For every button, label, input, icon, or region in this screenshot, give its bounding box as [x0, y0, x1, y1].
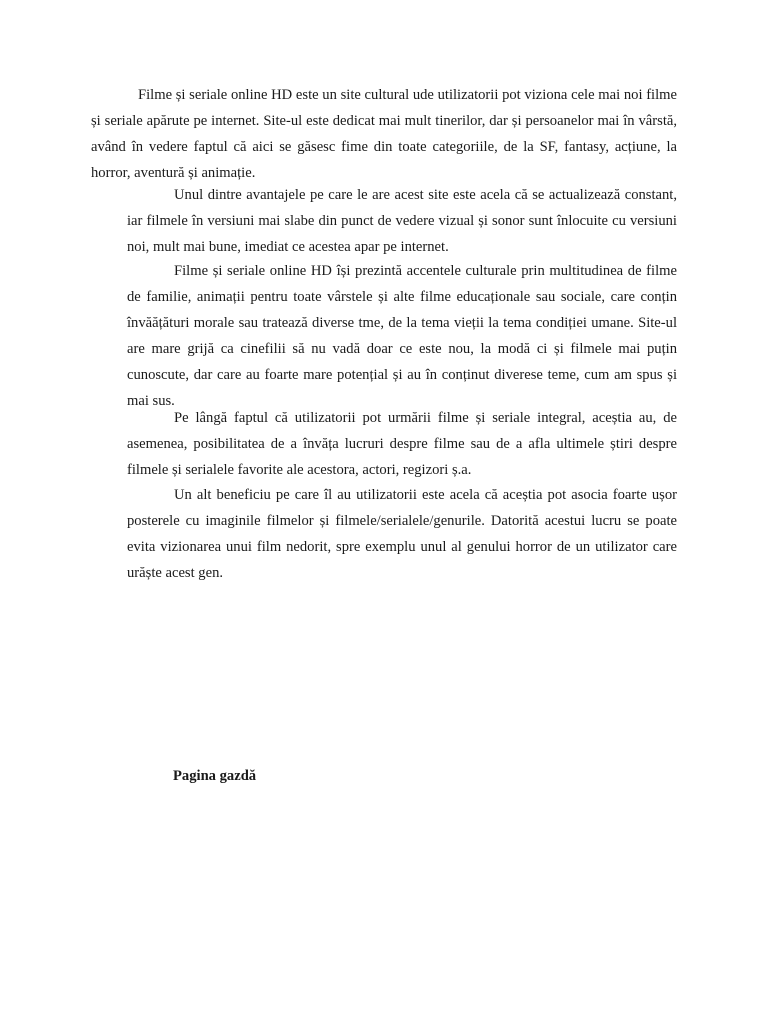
- paragraph-advantages: Unul dintre avantajele pe care le are acest site este acela că se actualizează constant, iar filmele în versiuni mai slabe din punct de vedere vizual și sonor sunt înlocuite cu versiuni noi, mult mai bune, imediat ce acestea apar pe internet.: [127, 187, 677, 255]
- paragraph-intro: Filme și seriale online HD este un site cultural ude utilizatorii pot viziona cele mai noi filme și seriale apărute pe internet. Site-ul este dedicat mai mult tinerilor, dar și persoanelor mai în vârstă, având în vedere faptul că aici se găsesc fime din toate categoriile, de la SF, fantasy, acțiune, la horror, aventură și animație.: [91, 87, 677, 181]
- paragraph-cultural-accents: Filme și seriale online HD își prezintă accentele culturale prin multitudinea de filme de familie, animații pentru toate vârstele și alte filme educaționale sau sociale, care conțin învăățături morale sau tratează diverse tme, de la tema vieții la tema condiției umane. Site-ul are mare grijă ca cinefilii să nu vadă doar ce este nou, la modă ci și filmele mai puțin cunoscute, dar care au foarte mare potențial și au în conținut diverese teme, cum am spus și mai sus.: [127, 263, 677, 409]
- section-heading: Pagina gazdă: [173, 768, 257, 784]
- paragraph-benefits: Un alt beneficiu pe care îl au utilizatorii este acela că aceștia pot asocia foarte ușor posterele cu imaginile filmelor și filmele/serialele/genurile. Datorită acestui lucru se poate evita vizionarea unui film nedorit, spre exemplu unul al genului horror de un utilizator care urăște acest gen.: [127, 487, 677, 581]
- paragraph-news-and-info: Pe lângă faptul că utilizatorii pot urmării filme și seriale integral, aceștia au, de asemenea, posibilitatea de a învăța lucruri despre filme sau de a afla ultimele știri despre filmele și serialele favorite ale acestora, actori, regizori ș.a.: [127, 410, 677, 478]
